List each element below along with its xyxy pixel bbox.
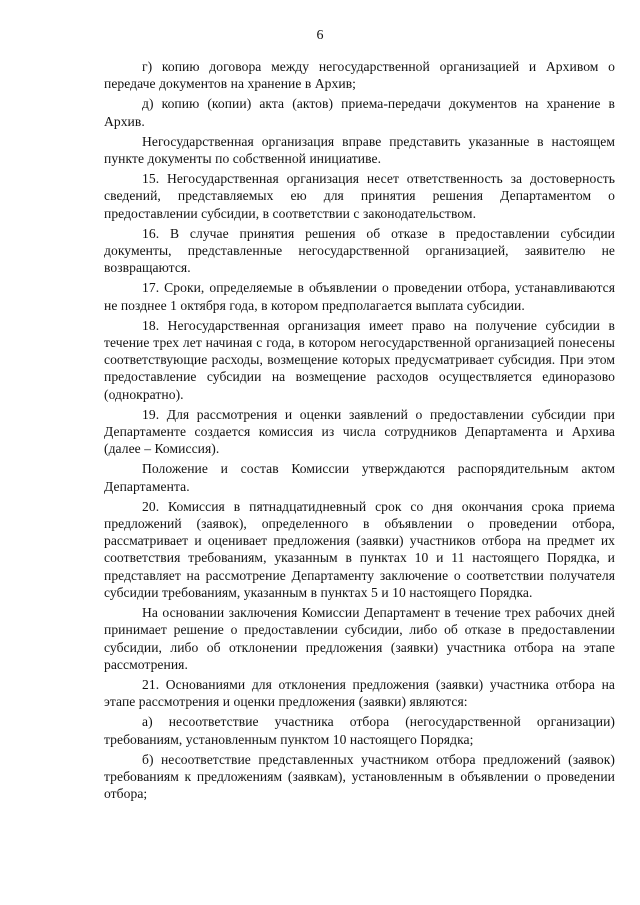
paragraph-clause-15: 15. Негосударственная организация несет ответственность за достоверность сведений, представляемых ею для принятия решения Департаментом о предоставлении субсидии, в соответствии с законодательством. (104, 171, 615, 221)
page-number: 6 (316, 28, 324, 43)
paragraph-clause-16: 16. В случае принятия решения об отказе в предоставлении субсидии документы, представленные негосударственной организацией, заявителю не возвращаются. (104, 225, 615, 276)
paragraph-item-d: д) копию (копии) акта (актов) приема-передачи документов на хранение в Архив. (104, 96, 615, 129)
paragraph-department-decision: На основании заключения Комиссии Департамент в течение трех рабочих дней принимает решение о предоставлении субсидии, либо об отказе в предоставлении субсидии, либо об отклонении предложения (заявки) участника отбора на этапе рассмотрения. (104, 605, 615, 672)
document-body (104, 58, 615, 802)
paragraph-item-a: а) несоответствие участника отбора (негосударственной организации) требованиям, установленным пунктом 10 настоящего Порядка; (104, 714, 615, 747)
paragraph-clause-19: 19. Для рассмотрения и оценки заявлений о предоставлении субсидии при Департаменте создается комиссия из числа сотрудников Департамента и Архива (далее – Комиссия). (104, 406, 615, 457)
paragraph-item-g: г) копию договора между негосударственной организацией и Архивом о передаче документов на хранение в Архив; (104, 59, 615, 92)
paragraph-clause-20: 20. Комиссия в пятнадцатидневный срок со дня окончания срока приема предложений (заявок), определенного в объявлении о проведении отбора, рассматривает и оценивает предложения (заявки) участников отбора на предмет их соответствия требованиям, указанным в пунктах 10 и 11 настоящего Порядка, и представляет на рассмотрение Департаменту заключение о соответствии получателя субсидии требованиям, указанным в пунктах 5 и 10 настоящего Порядка. (104, 498, 615, 600)
paragraph-clause-21: 21. Основаниями для отклонения предложения (заявки) участника отбора на этапе рассмотрения и оценки предложения (заявки) являются: (104, 676, 615, 710)
paragraph-commission-regulation: Положение и состав Комиссии утверждаются распорядительным актом Департамента. (104, 461, 615, 494)
paragraph-item-b: б) несоответствие представленных участником отбора предложений (заявок) требованиям к предложениям (заявкам), установленным в объявлении о проведении отбора; (104, 751, 615, 802)
paragraph-clause-18: 18. Негосударственная организация имеет право на получение субсидии в течение трех лет начиная с года, в котором негосударственной организацией понесены соответствующие расходы, возмещение которых предусматривает субсидия. При этом предоставление субсидии на возмещение расходов осуществляется единоразово (однократно). (104, 317, 615, 402)
paragraph-own-initiative: Негосударственная организация вправе представить указанные в настоящем пункте документы по собственной инициативе. (104, 133, 615, 167)
paragraph-clause-17: 17. Сроки, определяемые в объявлении о проведении отбора, устанавливаются не позднее 1 октября года, в котором предполагается выплата субсидии. (104, 280, 615, 313)
